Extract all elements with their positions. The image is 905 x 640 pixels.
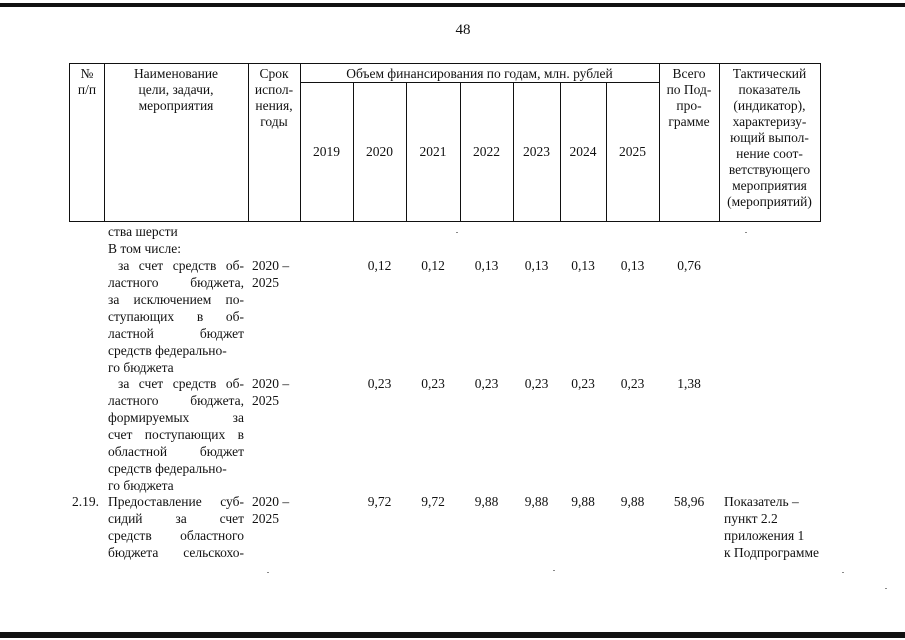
row-value: 0,23 bbox=[474, 376, 499, 391]
row-name-line: областной бюджет bbox=[108, 444, 244, 459]
row-indicator: Показатель – пункт 2.2 приложения 1 к Подпрограмме bbox=[724, 494, 819, 560]
scan-speck bbox=[267, 572, 269, 573]
header-term: Срок испол- нения, годы bbox=[254, 66, 294, 129]
row-value: 0,23 bbox=[421, 376, 445, 391]
row-name-line: ства шерсти bbox=[108, 224, 178, 239]
row-total: 0,76 bbox=[677, 258, 701, 273]
header-financing: Объем финансирования по годам, млн. рублей bbox=[346, 66, 613, 81]
row-value: 9,88 bbox=[620, 494, 645, 509]
row-name-line: ступающих в об- bbox=[108, 309, 244, 324]
row-value: 9,72 bbox=[421, 494, 445, 509]
page-number: 48 bbox=[455, 22, 471, 38]
header-year: 2021 bbox=[419, 144, 447, 159]
row-name bbox=[108, 375, 244, 494]
header-year: 2019 bbox=[313, 144, 340, 159]
row-name-line: го бюджета bbox=[108, 360, 174, 375]
bottom-border-rule bbox=[0, 632, 905, 638]
row-value: 0,23 bbox=[367, 376, 392, 391]
row-value: 0,13 bbox=[474, 258, 499, 273]
row-name-line: ластной бюджет bbox=[108, 326, 244, 341]
table-row bbox=[108, 223, 248, 257]
row-value: 9,72 bbox=[367, 494, 392, 509]
row-value: 9,88 bbox=[524, 494, 549, 509]
row-name-line: ластного бюджета, bbox=[108, 393, 244, 408]
header-year: 2025 bbox=[619, 144, 646, 159]
header-top-line bbox=[69, 63, 821, 64]
header-year: 2024 bbox=[569, 144, 597, 159]
row-name-line: счет поступающих в bbox=[108, 427, 244, 442]
row-name-line: средств областного bbox=[108, 528, 244, 543]
row-value: 9,88 bbox=[474, 494, 499, 509]
scan-speck bbox=[842, 572, 844, 573]
row-value: 0,23 bbox=[620, 376, 645, 391]
scan-speck bbox=[885, 588, 887, 589]
row-name-line: Предоставление суб- bbox=[108, 494, 244, 509]
header-year: 2022 bbox=[473, 144, 500, 159]
scan-speck bbox=[745, 232, 747, 233]
row-name bbox=[108, 493, 244, 561]
header-num: № п/п bbox=[77, 66, 97, 97]
row-name-line: за счет средств об- bbox=[118, 376, 244, 391]
header-indicator: Тактический показатель (индикатор), характеризу- ющий выпол- нение соот- ветствующего мероприятия (мероприятий) bbox=[727, 66, 812, 209]
row-value: 0,12 bbox=[367, 258, 392, 273]
scan-speck bbox=[456, 232, 458, 233]
header-bottom-line bbox=[69, 221, 821, 222]
row-name-line: формируемых за bbox=[108, 410, 244, 425]
header-name: Наименование цели, задачи, мероприятия bbox=[133, 66, 219, 113]
row-name-line: средств федерально- bbox=[108, 461, 227, 476]
row-term: 2020 – 2025 bbox=[252, 258, 290, 290]
row-value: 0,23 bbox=[524, 376, 549, 391]
top-border-rule bbox=[0, 3, 905, 7]
col-line bbox=[300, 63, 301, 222]
row-name-line: В том числе: bbox=[108, 241, 181, 256]
row-value: 0,12 bbox=[421, 258, 445, 273]
scan-speck bbox=[553, 570, 555, 571]
row-name-line: бюджета сельскохо- bbox=[108, 545, 244, 560]
row-name-line: за исключением по- bbox=[108, 292, 244, 307]
row-name-line: ластного бюджета, bbox=[108, 275, 244, 290]
header-year: 2023 bbox=[523, 144, 550, 159]
row-value: 0,13 bbox=[571, 258, 595, 273]
row-value: 9,88 bbox=[571, 494, 595, 509]
row-name-line: го бюджета bbox=[108, 478, 174, 493]
row-name-line: за счет средств об- bbox=[118, 258, 244, 273]
row-term: 2020 – 2025 bbox=[252, 376, 290, 408]
header-total: Всего по Под- про- грамме bbox=[666, 66, 712, 129]
row-name-line: сидий за счет bbox=[108, 511, 244, 526]
row-value: 0,13 bbox=[620, 258, 645, 273]
row-total: 1,38 bbox=[677, 376, 701, 391]
row-name bbox=[108, 257, 244, 376]
row-value: 0,23 bbox=[571, 376, 595, 391]
row-name-line: средств федерально- bbox=[108, 343, 227, 358]
row-term: 2020 – 2025 bbox=[252, 494, 290, 526]
row-value: 0,13 bbox=[524, 258, 549, 273]
row-num: 2.19. bbox=[72, 494, 99, 509]
col-line bbox=[820, 63, 821, 222]
row-total: 58,96 bbox=[673, 494, 705, 509]
header-year: 2020 bbox=[366, 144, 393, 159]
